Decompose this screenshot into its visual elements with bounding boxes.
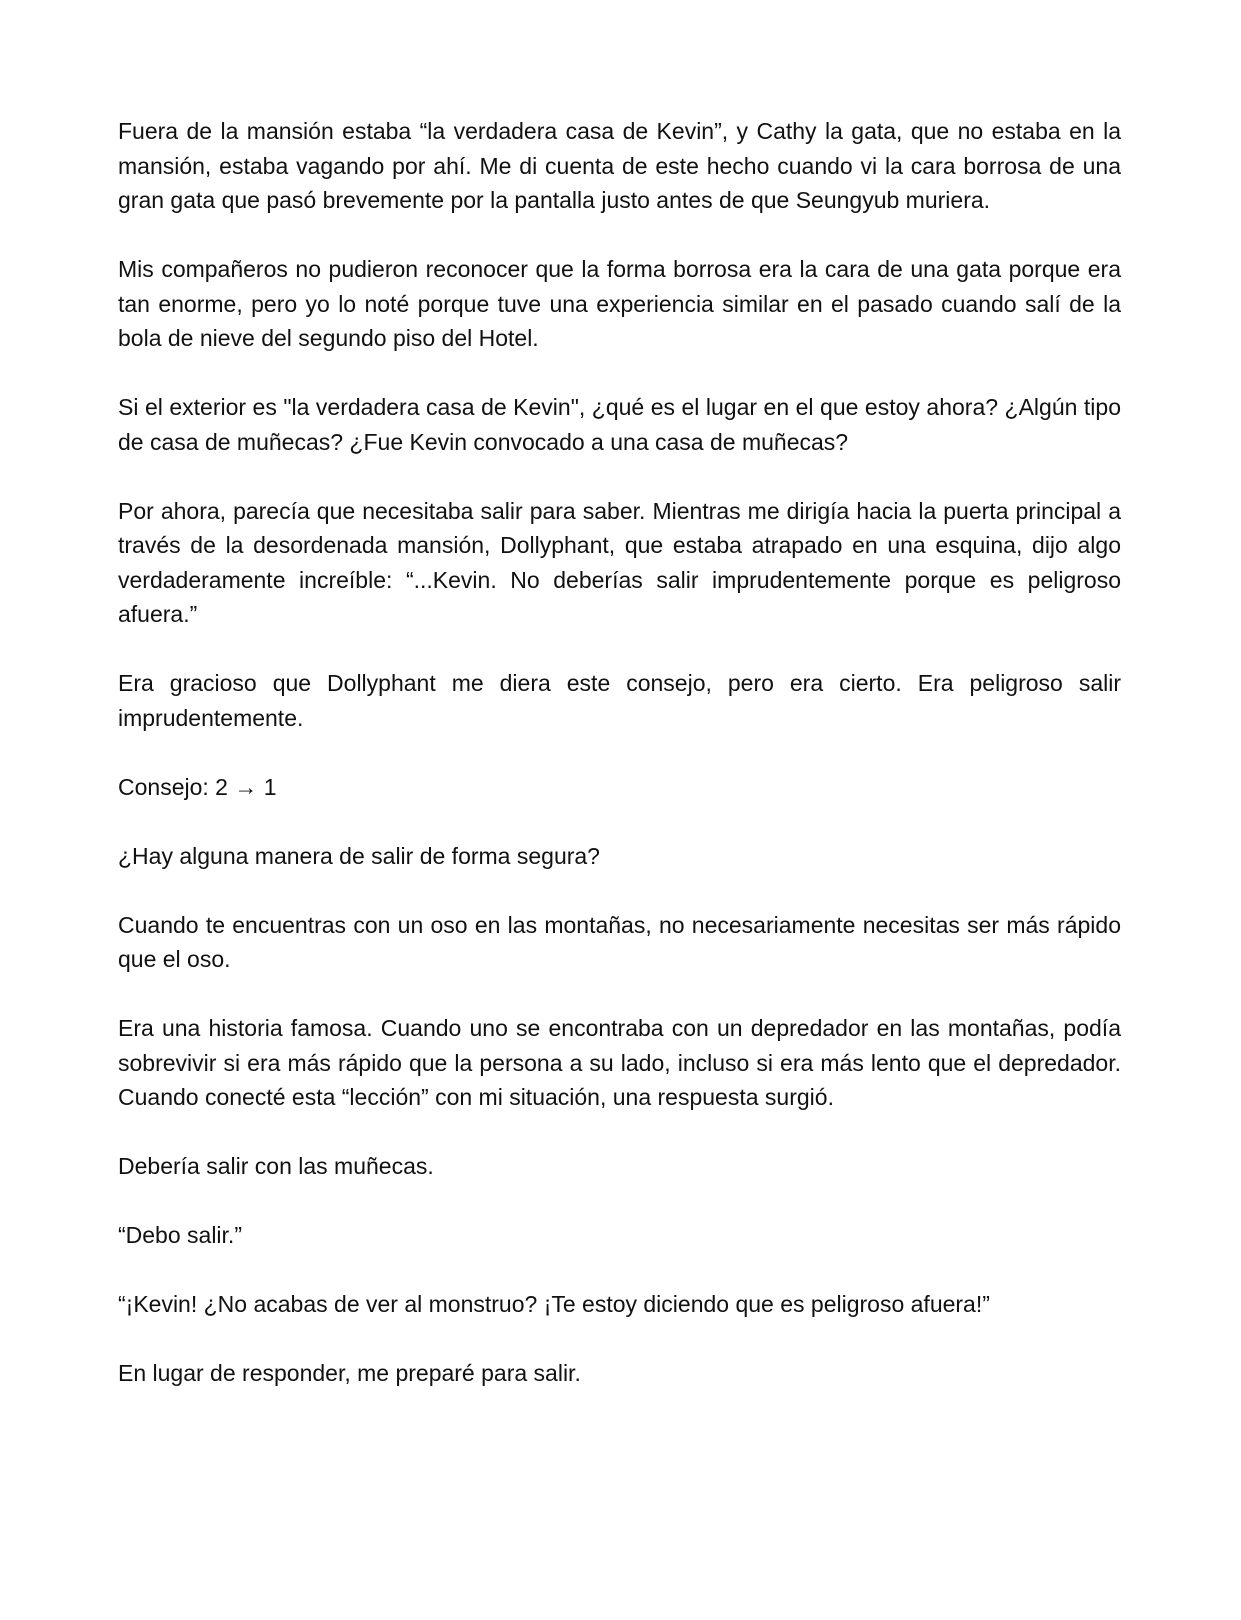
paragraph: Si el exterior es "la verdadera casa de Kevin", ¿qué es el lugar en el que estoy ahora? ¿Algún tipo de casa de muñecas? ¿Fue Kevin convocado a una casa de muñecas? [118,394,1121,455]
document-body [118,114,1121,1425]
paragraph: Era una historia famosa. Cuando uno se encontraba con un depredador en las montañas, podía sobrevivir si era más rápido que la persona a su lado, incluso si era más lento que el depredador. Cuando conecté esta “lección” con mi situación, una respuesta surgió. [118,1015,1121,1110]
paragraph: Consejo: 2 → 1 [118,773,277,800]
paragraph: “¡Kevin! ¿No acabas de ver al monstruo? ¡Te estoy diciendo que es peligroso afuera!” [118,1291,990,1317]
paragraph: En lugar de responder, me preparé para salir. [118,1360,581,1386]
paragraph: Mis compañeros no pudieron reconocer que la forma borrosa era la cara de una gata porque era tan enorme, pero yo lo noté porque tuve una experiencia similar en el pasado cuando salí de la bola de nieve del segundo piso del Hotel. [118,256,1121,351]
paragraph: ¿Hay alguna manera de salir de forma segura? [118,842,600,869]
paragraph: Por ahora, parecía que necesitaba salir para saber. Mientras me dirigía hacia la puerta principal a través de la desordenada mansión, Dollyphant, que estaba atrapado en una esquina, dijo algo verdaderamente increíble: “...Kevin. No deberías salir imprudentemente porque es peligroso afuera.” [118,497,1121,627]
paragraph: Fuera de la mansión estaba “la verdadera casa de Kevin”, y Cathy la gata, que no estaba en la mansión, estaba vagando por ahí. Me di cuenta de este hecho cuando vi la cara borrosa de una gran gata que pasó brevemente por la pantalla justo antes de que Seungyub muriera. [118,118,1121,213]
paragraph: Debería salir con las muñecas. [118,1153,434,1179]
paragraph: Era gracioso que Dollyphant me diera este consejo, pero era cierto. Era peligroso salir imprudentemente. [118,670,1121,731]
paragraph: Cuando te encuentras con un oso en las montañas, no necesariamente necesitas ser más rápido que el oso. [118,911,1121,972]
paragraph: “Debo salir.” [118,1222,242,1248]
